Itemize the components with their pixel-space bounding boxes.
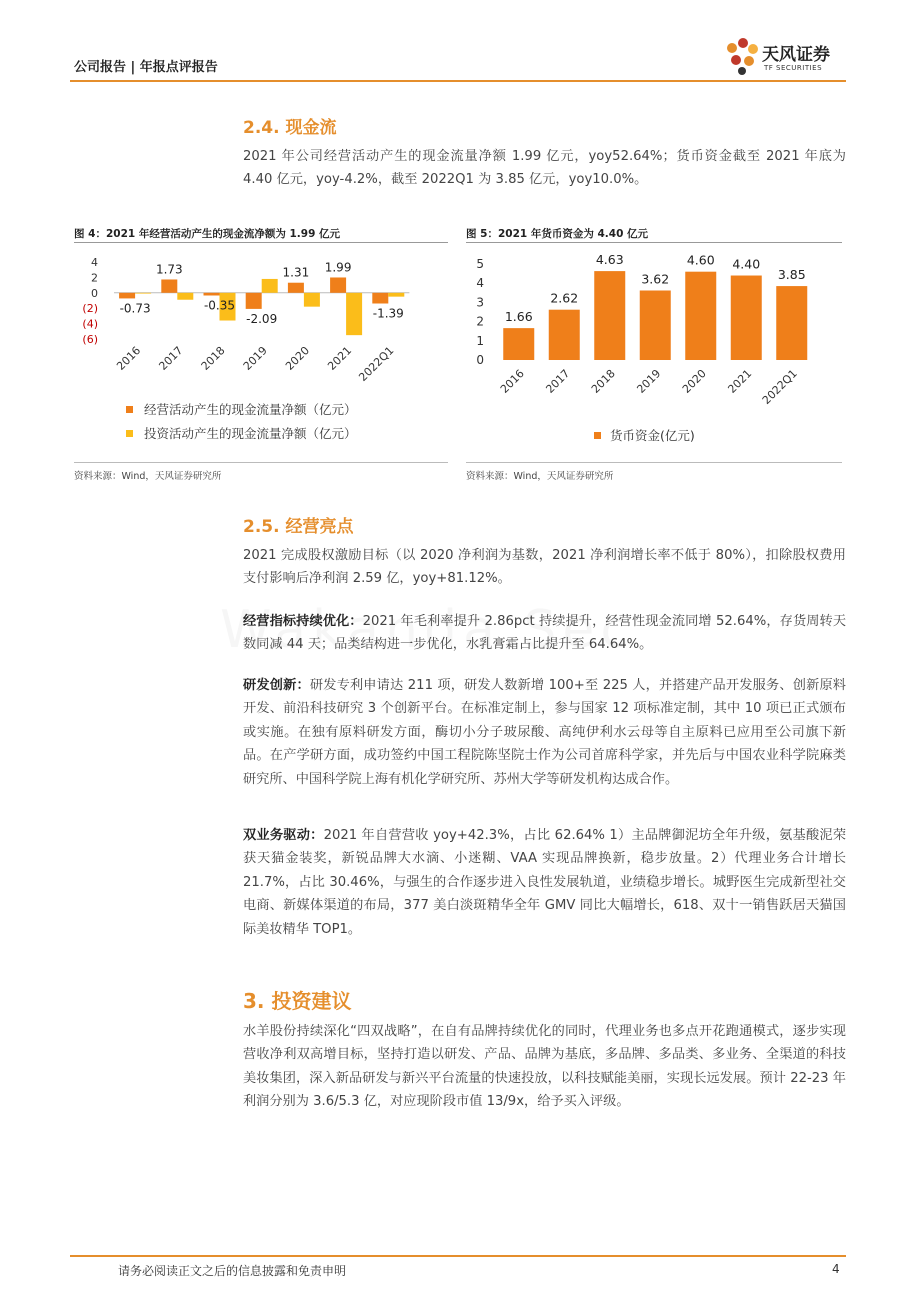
x-tick-label: 2018 xyxy=(198,343,228,373)
fig5-bottom-rule xyxy=(466,462,842,463)
y-tick-label: 0 xyxy=(476,353,484,367)
dual-business-lead: 双业务驱动： xyxy=(243,828,324,843)
header-rule xyxy=(70,80,846,82)
operating-indicators-text: 2021 年毛利率提升 2.86pct 持续提升，经营性现金流同增 52.64%，存货周转天数同减 44 天；品类结构进一步优化，水乳膏霜占比提升至 64.64%。 xyxy=(243,614,847,653)
bar-investing xyxy=(304,293,320,307)
x-tick-label: 2022Q1 xyxy=(356,343,397,384)
bar-data-label: 4.63 xyxy=(595,252,624,268)
logo-petals-icon xyxy=(722,34,762,80)
rnd-text: 研发专利申请达 211 项，研发人数新增 100+至 225 人，并搭建产品开发服务、创新原料开发、前沿科技研究 3 个创新平台。在标准定制上，参与国家 12 项标准定制，其中 10 项已正式颁布或实施。在独有原料研发方面，酶切小分子玻尿酸、高纯伊利水云母等自主原料已应用至公司旗下新品。在产学研方面，成功签约中国工程院陈坚院士作为公司首席科学家，并先后与中国农业科学院麻类研究所、中国科学院上海有机化学研究所、苏州大学等研发机构达成合作。 xyxy=(243,678,846,787)
report-type: 公司报告 | 年报点评报告 xyxy=(74,60,218,75)
bar-data-label: 1.99 xyxy=(324,260,352,275)
bar-cash xyxy=(731,276,762,360)
legend-label: 货币资金(亿元) xyxy=(610,428,695,443)
operating-indicators-lead: 经营指标持续优化： xyxy=(243,614,363,629)
fig4-source: 资料来源：Wind，天风证券研究所 xyxy=(74,471,222,482)
bar-investing xyxy=(177,293,193,300)
bar-operating xyxy=(330,277,346,292)
bar-operating xyxy=(246,293,262,309)
logo-en: TF SECURITIES xyxy=(764,64,823,72)
footer-disclaimer: 请务必阅读正文之后的信息披露和免责申明 xyxy=(118,1264,347,1278)
bar-cash xyxy=(776,286,807,360)
bar-data-label: 3.62 xyxy=(641,271,670,287)
investment-paragraph: 水羊股份持续深化“四双战略”，在自有品牌持续优化的同时，代理业务也多点开花跑通模式，逐步实现营收净利双高增目标，坚持打造以研发、产品、品牌为基底，多品牌、多品类、多业务、全渠道的科技美妆集团，深入新品研发与新兴平台流量的快速投放，以科技赋能美丽，实现长远发展。预计 22-23 年利润分别为 3.6/5.3 亿，对应现阶段市值 13/9x，给予买入评级。 xyxy=(243,1024,846,1110)
x-tick-label: 2019 xyxy=(240,343,270,373)
x-tick-label: 2019 xyxy=(634,366,664,396)
bar-operating xyxy=(288,283,304,293)
bar-data-label: 1.66 xyxy=(504,309,533,325)
y-tick-label: 2 xyxy=(476,314,484,329)
footer-rule xyxy=(70,1255,846,1257)
x-tick-label: 2022Q1 xyxy=(759,366,800,407)
section-title-investment: 3. 投资建议 xyxy=(243,989,352,1013)
bar-investing xyxy=(388,293,404,297)
x-tick-label: 2017 xyxy=(543,366,573,396)
fig5-chart xyxy=(466,244,842,462)
x-tick-label: 2020 xyxy=(283,343,313,373)
bar-data-label: -1.39 xyxy=(372,306,404,321)
legend-swatch xyxy=(126,406,133,413)
company-logo xyxy=(722,34,852,80)
legend-swatch xyxy=(126,430,133,437)
y-tick-label: (6) xyxy=(82,333,98,346)
y-tick-label: 0 xyxy=(91,286,98,300)
dual-business-paragraph xyxy=(243,824,846,941)
y-tick-label: 3 xyxy=(476,295,484,310)
bar-data-label: 1.73 xyxy=(155,262,183,277)
bar-operating xyxy=(161,279,177,292)
x-tick-label: 2017 xyxy=(156,343,186,373)
section-title-highlights: 2.5. 经营亮点 xyxy=(243,517,354,537)
bar-data-label: 2.62 xyxy=(550,290,579,306)
y-tick-label: (2) xyxy=(82,302,98,316)
bar-cash xyxy=(503,328,534,360)
fig4-top-rule xyxy=(74,242,448,243)
bar-data-label: -0.35 xyxy=(203,298,236,313)
bar-investing xyxy=(346,293,362,335)
cashflow-paragraph: 2021 年公司经营活动产生的现金流量净额 1.99 亿元，yoy52.64%；货币资金截至 2021 年底为 4.40 亿元，yoy-4.2%，截至 2022Q1 为 3.85 亿元，yoy10.0%。 xyxy=(243,149,846,188)
bar-data-label: -0.73 xyxy=(119,301,151,316)
fig4-bottom-rule xyxy=(74,462,448,463)
legend-label: 投资活动产生的现金流量净额（亿元） xyxy=(144,426,357,441)
x-tick-label: 2021 xyxy=(325,343,355,373)
y-tick-label: 2 xyxy=(91,271,98,285)
rnd-lead: 研发创新： xyxy=(243,678,310,693)
y-tick-label: 4 xyxy=(476,276,484,291)
fig4-chart xyxy=(74,244,448,462)
fig5-source: 资料来源：Wind，天风证券研究所 xyxy=(466,471,614,482)
bar-cash xyxy=(685,272,716,360)
y-tick-label: 1 xyxy=(476,333,484,348)
bar-investing xyxy=(135,293,151,294)
equity-incentive-paragraph: 2021 完成股权激励目标（以 2020 净利润为基数，2021 净利润增长率不低于 80%），扣除股权费用支付影响后净利润 2.59 亿，yoy+81.12%。 xyxy=(243,548,846,587)
bar-cash xyxy=(549,310,580,360)
bar-data-label: 3.85 xyxy=(777,267,806,283)
bar-cash xyxy=(640,290,671,360)
page-number: 4 xyxy=(832,1262,840,1276)
dual-business-text: 2021 年自营营收 yoy+42.3%，占比 62.64% 1）主品牌御泥坊全年升级，氨基酸泥荣获天猫金装奖，新锐品牌大水滴、小迷糊、VAA 实现品牌换新，稳步放量。2）代理业务合计增长 21.7%，占比 30.46%，与强生的合作逐步进入良性发展轨道，业绩稳步增长。城野医生完成新型社交电商、新媒体渠道的布局，377 美白淡斑精华全年 GMV 同比大幅增长，618、双十一销售跃居天猫国际美妆精华 TOP1。 xyxy=(243,828,847,937)
bar-data-label: 4.60 xyxy=(686,252,715,268)
legend-label: 经营活动产生的现金流量净额（亿元） xyxy=(144,402,357,417)
bar-operating xyxy=(372,293,388,304)
section-title-cashflow: 2.4. 现金流 xyxy=(243,118,337,138)
bar-cash xyxy=(594,271,625,360)
x-tick-label: 2018 xyxy=(588,366,618,396)
legend-swatch xyxy=(594,432,601,439)
logo-cn: 天风证券 xyxy=(762,45,830,65)
x-tick-label: 2016 xyxy=(114,343,144,373)
y-tick-label: 4 xyxy=(91,256,98,269)
bar-investing xyxy=(262,279,278,293)
bar-data-label: -2.09 xyxy=(246,311,278,326)
fig5-top-rule xyxy=(466,242,842,243)
fig5-title: 图 5：2021 年货币资金为 4.40 亿元 xyxy=(466,228,649,240)
fig4-title: 图 4：2021 年经营活动产生的现金流净额为 1.99 亿元 xyxy=(74,228,341,240)
operating-indicators-paragraph xyxy=(243,610,846,657)
rnd-paragraph xyxy=(243,674,846,791)
x-tick-label: 2016 xyxy=(497,366,527,396)
bar-operating xyxy=(119,293,135,299)
y-tick-label: 5 xyxy=(476,257,484,271)
x-tick-label: 2020 xyxy=(679,366,709,396)
bar-operating xyxy=(204,293,220,296)
bar-data-label: 1.31 xyxy=(282,265,310,280)
y-tick-label: (4) xyxy=(82,317,98,331)
x-tick-label: 2021 xyxy=(725,366,755,396)
bar-data-label: 4.40 xyxy=(732,256,761,272)
